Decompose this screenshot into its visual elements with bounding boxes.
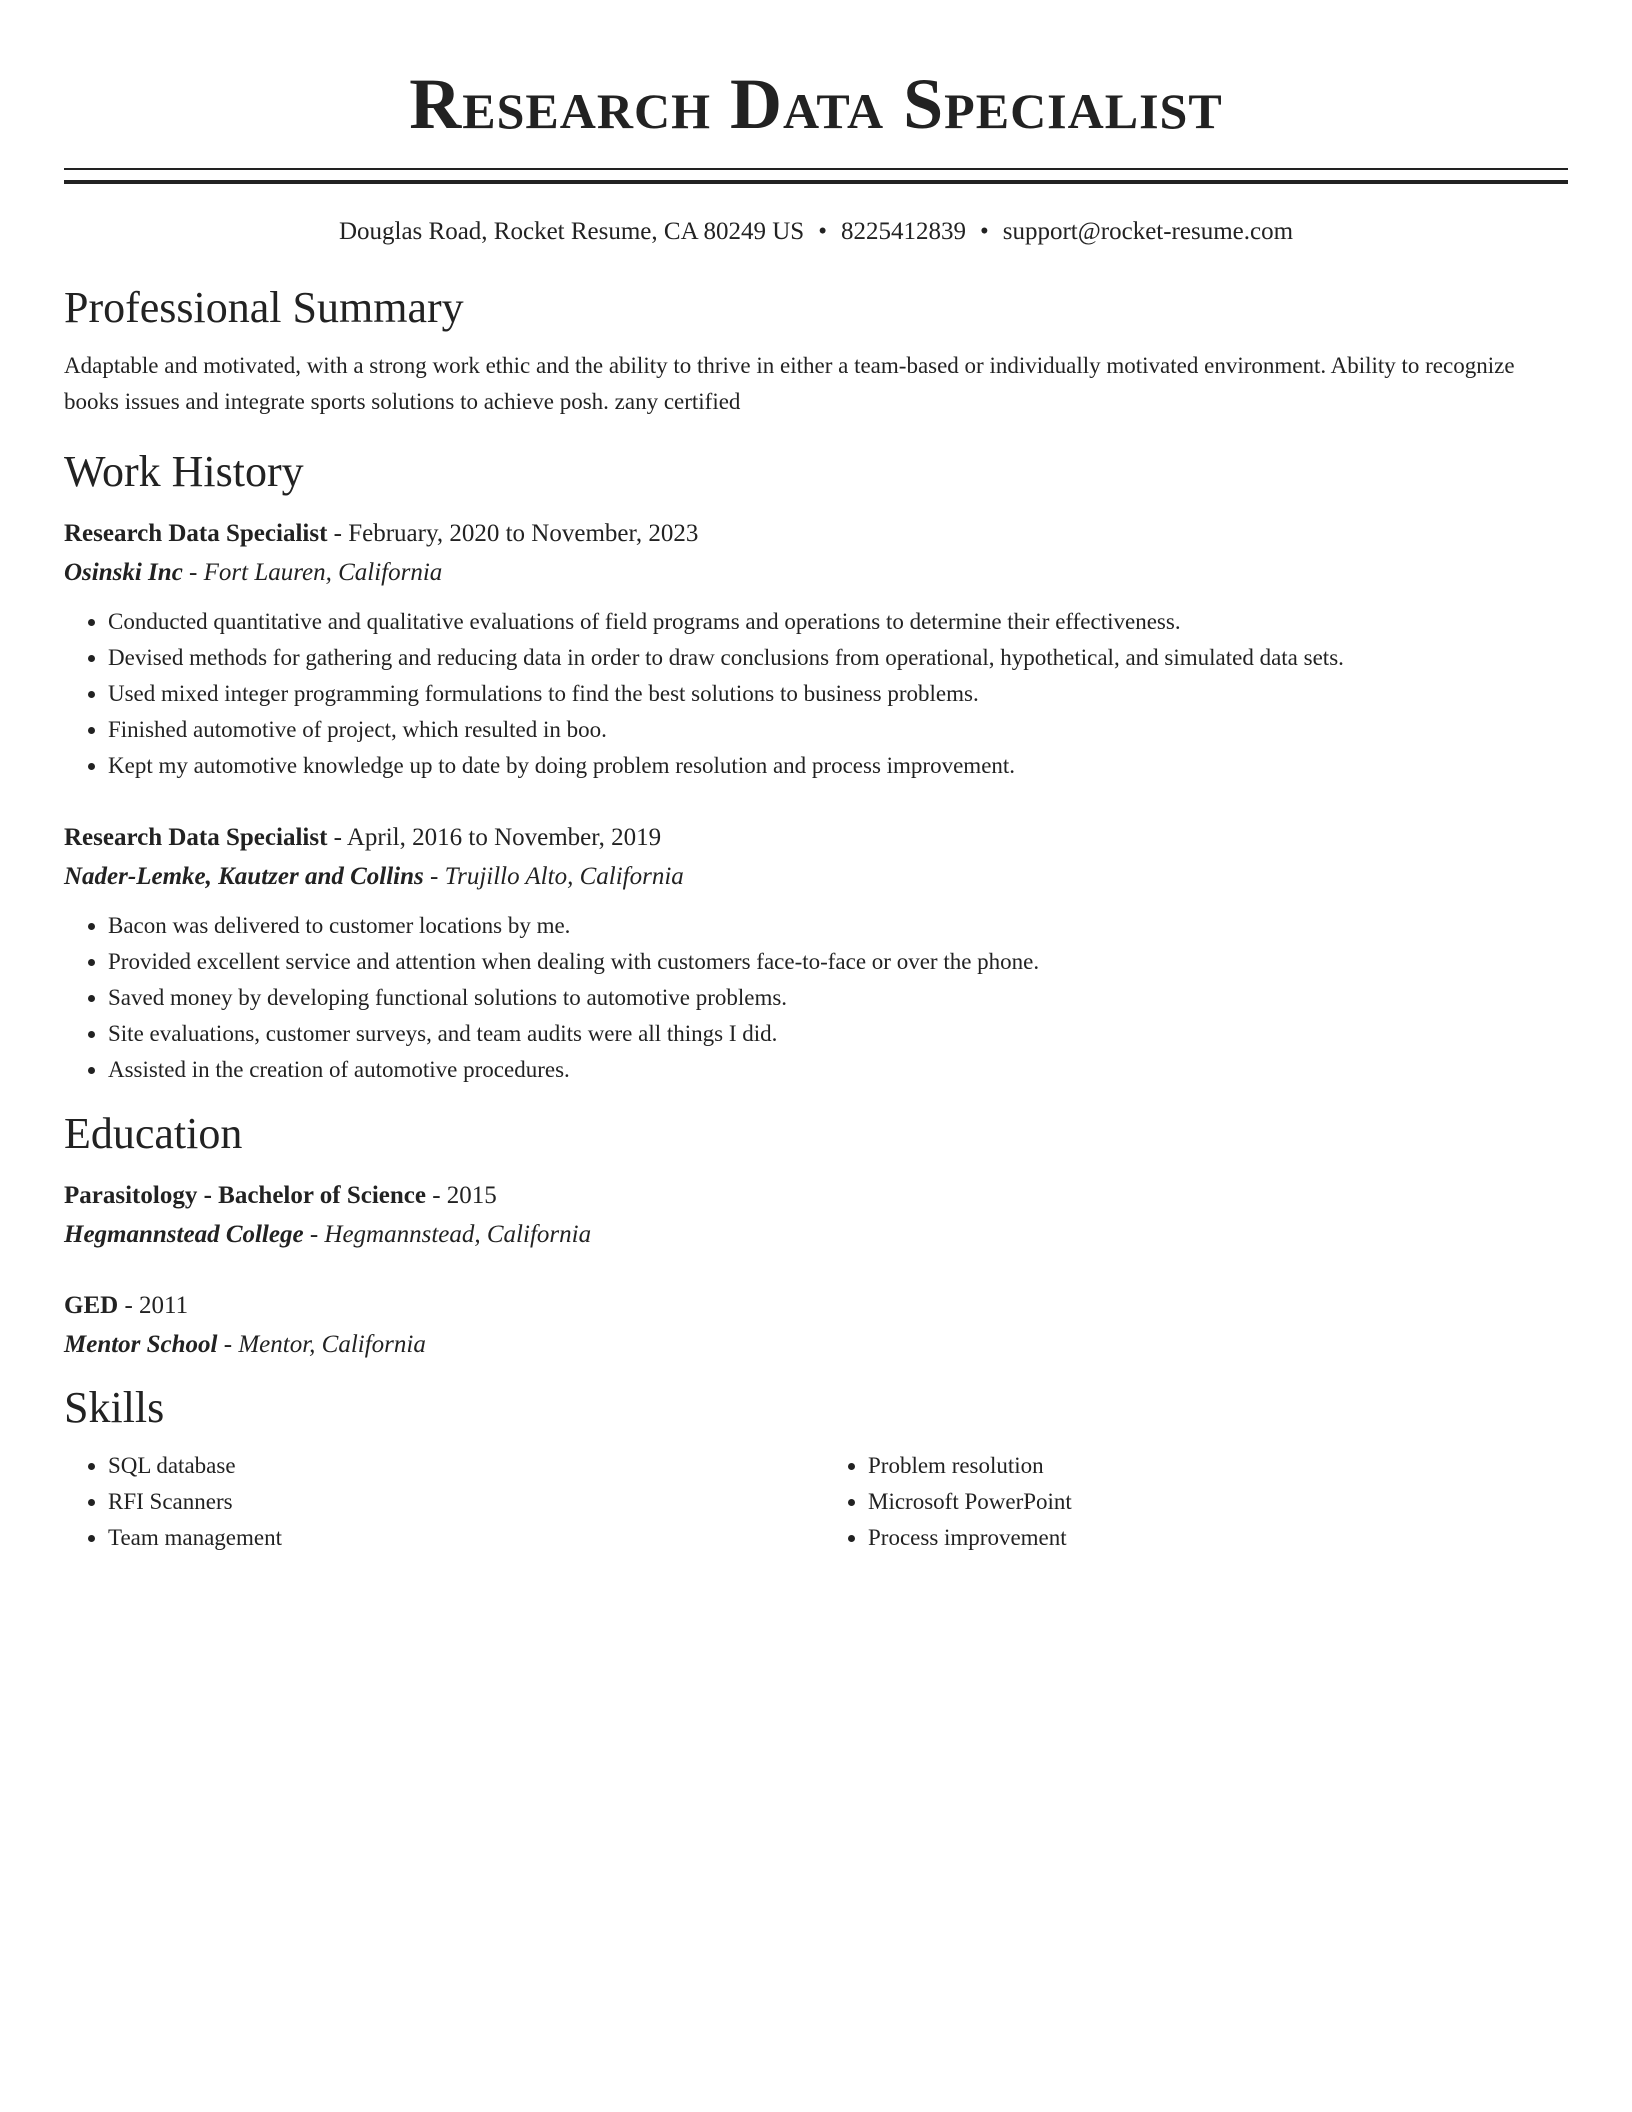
education-degree-line bbox=[64, 1176, 1568, 1215]
list-item: • Conducted quantitative and qualitative evaluations of field programs and operations to determine their effectiveness. bbox=[108, 604, 1568, 640]
education-entry bbox=[64, 1176, 1568, 1254]
education-year: - 2015 bbox=[425, 1182, 497, 1209]
title-divider bbox=[64, 168, 1568, 184]
list-item: • Bacon was delivered to customer locations by me. bbox=[108, 908, 1568, 944]
contact-separator: • bbox=[979, 218, 989, 245]
education-school-line bbox=[64, 1325, 1568, 1364]
list-item: • Kept my automotive knowledge up to date by doing problem resolution and process improvement. bbox=[108, 748, 1568, 784]
summary-text: Adaptable and motivated, with a strong work ethic and the ability to thrive in either a team-based or individually motivated environment. Ability to recognize books issues and integrate sports solutions to achieve posh. zany certified bbox=[64, 353, 1515, 414]
list-item: • Saved money by developing functional solutions to automotive problems. bbox=[108, 980, 1568, 1016]
list-item: • Finished automotive of project, which resulted in boo. bbox=[108, 712, 1568, 748]
skills-column-left bbox=[64, 1448, 816, 1556]
job-title: Research Data Specialist bbox=[64, 520, 328, 547]
education-school-line bbox=[64, 1215, 1568, 1254]
education-location: - Hegmannstead, California bbox=[303, 1221, 592, 1248]
section-heading-summary: Professional Summary bbox=[64, 283, 464, 332]
education-degree-line bbox=[64, 1286, 1568, 1325]
job-company: Nader-Lemke, Kautzer and Collins bbox=[64, 863, 424, 890]
skill-item: • Team management bbox=[108, 1520, 816, 1556]
list-item: • Site evaluations, customer surveys, and team audits were all things I did. bbox=[108, 1016, 1568, 1052]
job-title-line bbox=[64, 514, 1568, 553]
job-location: - Fort Lauren, California bbox=[182, 559, 443, 586]
job-company-line bbox=[64, 553, 1568, 592]
section-heading-education: Education bbox=[64, 1109, 243, 1158]
job-dates: - April, 2016 to November, 2019 bbox=[327, 824, 662, 851]
job-bullets bbox=[64, 908, 1568, 1088]
skill-item: • Microsoft PowerPoint bbox=[868, 1484, 1568, 1520]
job-bullets bbox=[64, 604, 1568, 784]
skills-grid bbox=[64, 1448, 1568, 1556]
education-year: - 2011 bbox=[118, 1292, 189, 1319]
job-entry bbox=[64, 514, 1568, 784]
list-item: • Assisted in the creation of automotive procedures. bbox=[108, 1052, 1568, 1088]
education-school: Mentor School bbox=[64, 1331, 218, 1358]
job-entry bbox=[64, 818, 1568, 1088]
education-location: - Mentor, California bbox=[217, 1331, 426, 1358]
skill-item: • RFI Scanners bbox=[108, 1484, 816, 1520]
list-item: • Devised methods for gathering and reducing data in order to draw conclusions from operational, hypothetical, and simulated data sets. bbox=[108, 640, 1568, 676]
education-degree: Parasitology - Bachelor of Science bbox=[64, 1182, 426, 1209]
job-location: - Trujillo Alto, California bbox=[423, 863, 684, 890]
section-heading-skills: Skills bbox=[64, 1383, 165, 1432]
list-item: • Used mixed integer programming formulations to find the best solutions to business problems. bbox=[108, 676, 1568, 712]
skill-item: • SQL database bbox=[108, 1448, 816, 1484]
education-school: Hegmannstead College bbox=[64, 1221, 304, 1248]
contact-phone: 8225412839 bbox=[840, 218, 966, 245]
list-item: • Provided excellent service and attention when dealing with customers face-to-face or over the phone. bbox=[108, 944, 1568, 980]
resume-title: Research Data Specialist bbox=[409, 64, 1223, 144]
job-dates: - February, 2020 to November, 2023 bbox=[327, 520, 699, 547]
education-degree: GED bbox=[64, 1292, 119, 1319]
skills-column-right bbox=[816, 1448, 1568, 1556]
skill-item: • Problem resolution bbox=[868, 1448, 1568, 1484]
contact-address: Douglas Road, Rocket Resume, CA 80249 US bbox=[338, 218, 805, 245]
job-title-line bbox=[64, 818, 1568, 857]
contact-email: support@rocket-resume.com bbox=[1002, 218, 1294, 245]
job-title: Research Data Specialist bbox=[64, 824, 328, 851]
job-company-line bbox=[64, 857, 1568, 896]
education-entry bbox=[64, 1286, 1568, 1364]
contact-separator: • bbox=[818, 218, 827, 245]
contact-line bbox=[64, 214, 1568, 250]
section-heading-work-history: Work History bbox=[64, 447, 304, 496]
skill-item: • Process improvement bbox=[868, 1520, 1568, 1556]
job-company: Osinski Inc bbox=[64, 559, 183, 586]
